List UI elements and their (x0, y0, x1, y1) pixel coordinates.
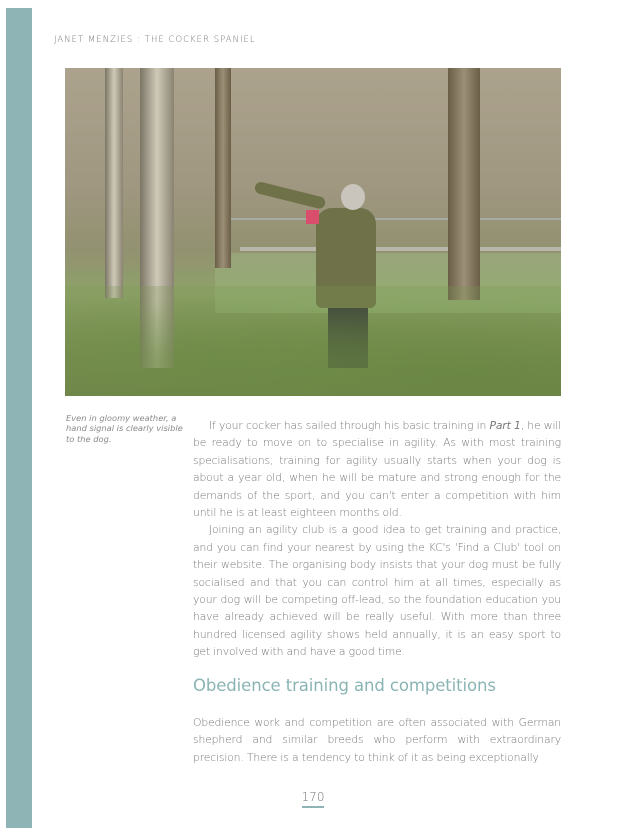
photo-path (240, 247, 561, 251)
figure-caption: Even in gloomy weather, a hand signal is clearly visible to the dog. (66, 413, 183, 444)
section-heading: Obedience training and competitions (193, 676, 496, 695)
text-run: , he will be ready to move on to specialise in agility. As with most training specialisations, training for agility usually starts when your dog is about a year old, when he will be mature and strong enough for the demands of the sport, and you can't enter a competition with him until he is at least eighteen months old. (193, 419, 562, 520)
photo-tree-trunk (448, 68, 480, 300)
section-agility-text (193, 417, 561, 661)
photo-birch-trunk (105, 68, 123, 298)
section-obedience-text (193, 714, 561, 766)
photo-person-head (341, 184, 365, 210)
page-number-underline (302, 806, 324, 808)
running-head: JANET MENZIES : THE COCKER SPANIEL (54, 34, 256, 44)
photo-undergrowth (65, 286, 561, 396)
page-edge-accent-bar (6, 8, 32, 828)
italic-reference: Part 1 (489, 419, 521, 432)
page-number: 170 (301, 790, 325, 804)
paragraph (193, 417, 561, 521)
figure-photo-hand-signal (65, 68, 561, 396)
photo-red-armband (306, 210, 319, 224)
text-run: If your cocker has sailed through his basic training in (209, 419, 490, 432)
photo-fence (215, 218, 561, 220)
paragraph: Joining an agility club is a good idea to get training and practice, and you can find your nearest by using the KC's 'Find a Club' tool on their website. The organising body insists that your dog must be fully socialised and that you can control him at all times, especially as your dog will be competing off-lead, so the foundation education you have already achieved will be really useful. With more than three hundred licensed agility shows held annually, it is an easy sport to get involved with and have a good time. (193, 523, 561, 659)
photo-tree-trunk (215, 68, 231, 268)
paragraph: Obedience work and competition are often associated with German shepherd and similar breeds who perform with extraordinary precision. There is a tendency to think of it as being exceptionally (193, 716, 561, 764)
